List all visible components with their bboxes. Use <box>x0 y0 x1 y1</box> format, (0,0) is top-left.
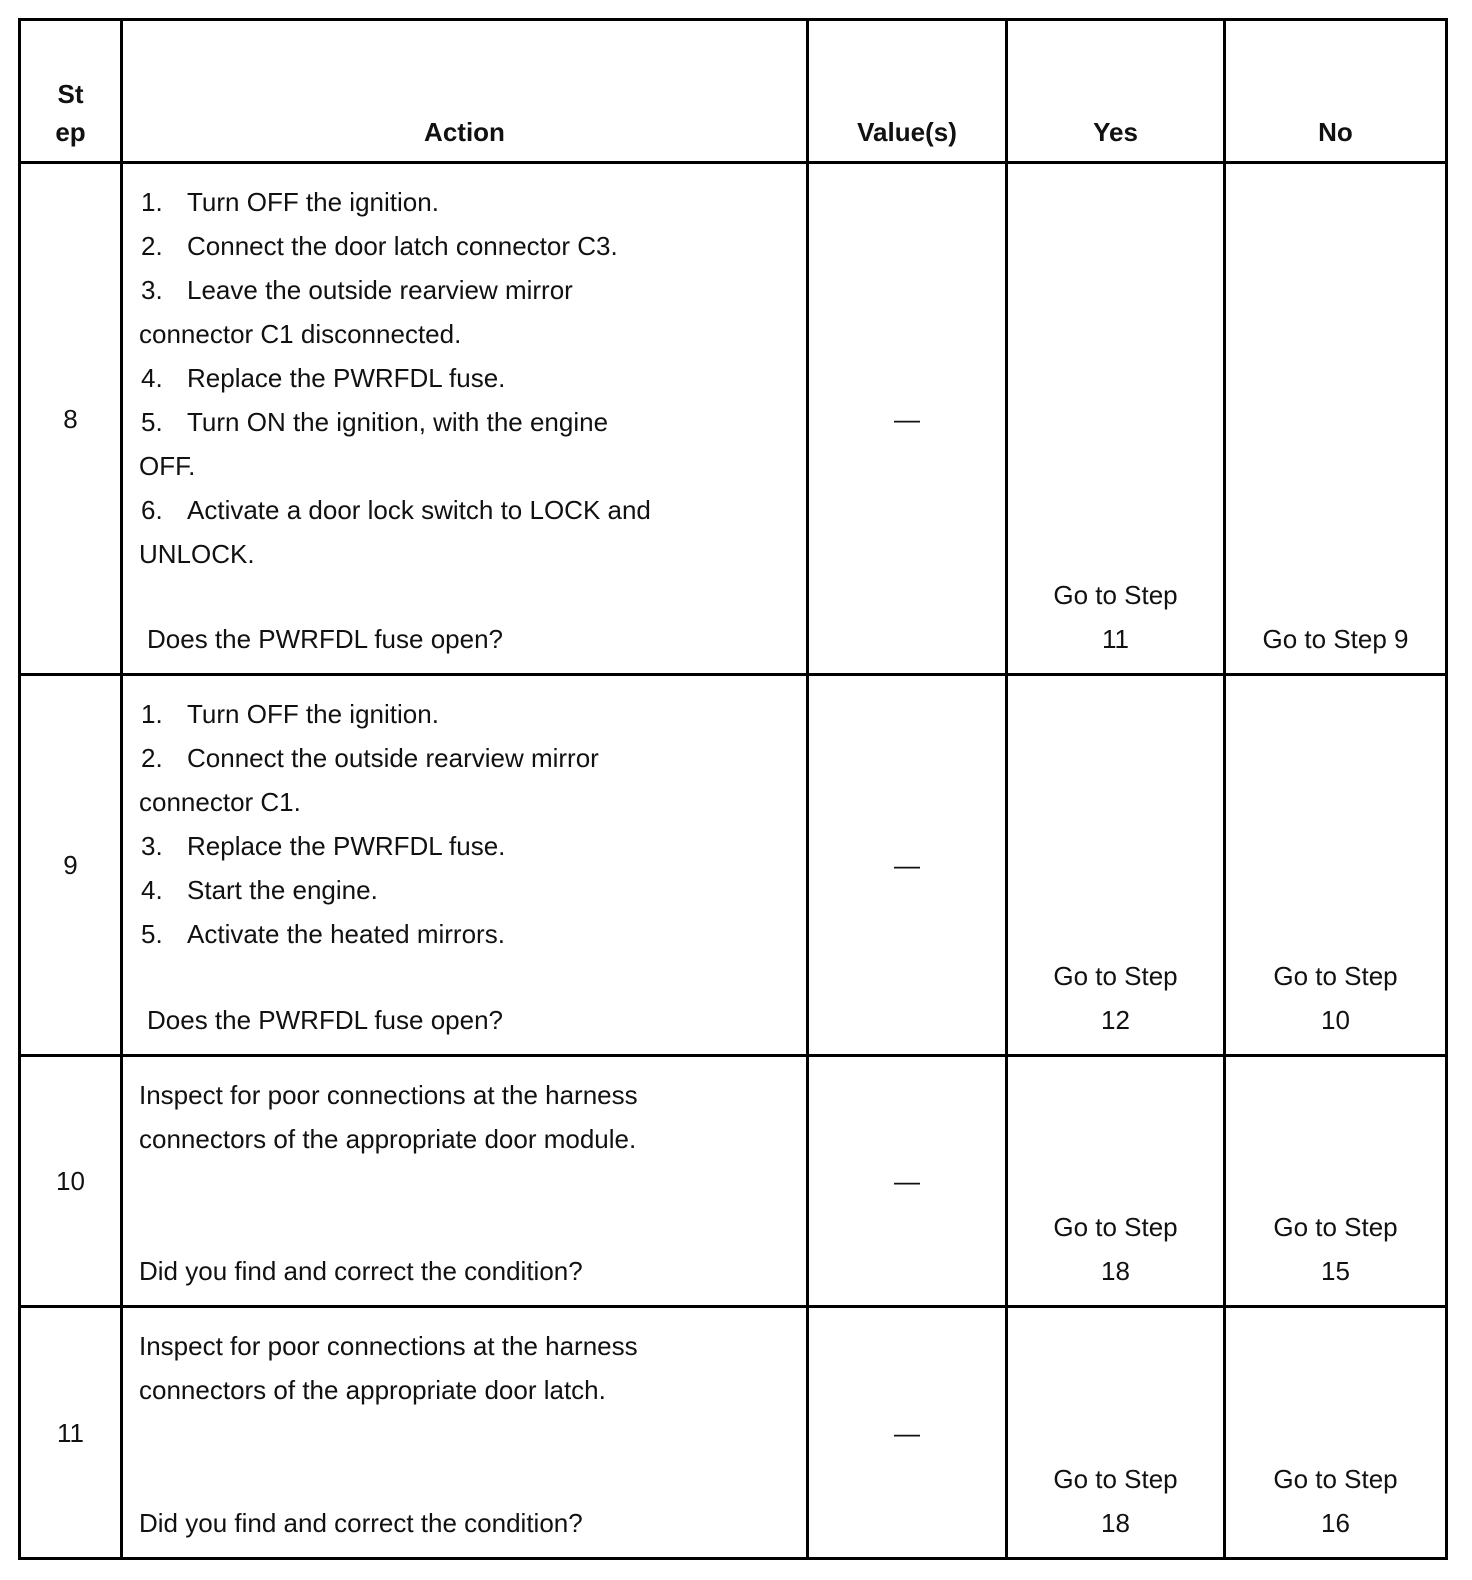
yes-link: Go to Step <box>1053 961 1178 991</box>
step-number: 8 <box>20 163 122 675</box>
list-item: 4. Start the engine. <box>141 875 378 905</box>
no-cell: Go to Step 10 <box>1225 675 1447 1056</box>
question-text: Did you find and correct the condition? <box>139 1508 583 1538</box>
yes-cell: Go to Step 18 <box>1007 1307 1225 1559</box>
question-text: Did you find and correct the condition? <box>139 1256 583 1286</box>
yes-cell: Go to Step 12 <box>1007 675 1225 1056</box>
no-link: Go to Step <box>1273 1212 1398 1242</box>
list-item: 2. Connect the door latch connector C3. <box>141 231 618 261</box>
header-no: No <box>1225 20 1447 163</box>
action-cell <box>122 1056 808 1307</box>
no-link: Go to Step <box>1273 961 1398 991</box>
header-yes: Yes <box>1007 20 1225 163</box>
yes-cell: Go to Step 18 <box>1007 1056 1225 1307</box>
table-row-step-11 <box>20 1307 1447 1559</box>
table-row-step-9 <box>20 675 1447 1056</box>
question-text: Does the PWRFDL fuse open? <box>147 624 503 654</box>
value-cell: — <box>808 163 1007 675</box>
step-number: 9 <box>20 675 122 1056</box>
no-cell: Go to Step 15 <box>1225 1056 1447 1307</box>
header-action: Action <box>122 20 808 163</box>
header-row <box>20 20 1447 163</box>
table-row-step-8 <box>20 163 1447 675</box>
no-cell: Go to Step 16 <box>1225 1307 1447 1559</box>
action-list <box>139 692 796 956</box>
action-list <box>139 180 796 576</box>
question-text: Does the PWRFDL fuse open? <box>147 1005 503 1035</box>
yes-link: Go to Step <box>1053 580 1178 610</box>
step-number: 11 <box>20 1307 122 1559</box>
yes-link: Go to Step <box>1053 1464 1178 1494</box>
list-item: 4. Replace the PWRFDL fuse. <box>141 363 506 393</box>
list-item: 3. Replace the PWRFDL fuse. <box>141 831 506 861</box>
action-cell <box>122 1307 808 1559</box>
list-item: 2. Connect the outside rearview mirror connector C1. <box>139 743 599 817</box>
action-cell <box>122 163 808 675</box>
value-cell: — <box>808 1307 1007 1559</box>
no-link: Go to Step <box>1273 1464 1398 1494</box>
list-item: 5. Turn ON the ignition, with the engine OFF. <box>139 407 609 481</box>
action-text: Inspect for poor connections at the harness connectors of the appropriate door latch. <box>139 1331 638 1405</box>
list-item: 1. Turn OFF the ignition. <box>141 187 439 217</box>
yes-cell: Go to Step 11 <box>1007 163 1225 675</box>
header-values: Value(s) <box>808 20 1007 163</box>
list-item: 6. Activate a door lock switch to LOCK and UNLOCK. <box>139 495 651 569</box>
diagnostic-table <box>18 18 1448 1560</box>
step-number: 10 <box>20 1056 122 1307</box>
table-row-step-10 <box>20 1056 1447 1307</box>
no-link: Go to Step 9 <box>1262 624 1409 654</box>
list-item: 3. Leave the outside rearview mirror connector C1 disconnected. <box>139 275 573 349</box>
yes-link: Go to Step <box>1053 1212 1178 1242</box>
value-cell: — <box>808 675 1007 1056</box>
header-step: St ep <box>20 20 122 163</box>
value-cell: — <box>808 1056 1007 1307</box>
action-text: Inspect for poor connections at the harness connectors of the appropriate door module. <box>139 1080 638 1154</box>
list-item: 1. Turn OFF the ignition. <box>141 699 439 729</box>
no-cell <box>1225 163 1447 675</box>
action-cell <box>122 675 808 1056</box>
list-item: 5. Activate the heated mirrors. <box>141 919 505 949</box>
